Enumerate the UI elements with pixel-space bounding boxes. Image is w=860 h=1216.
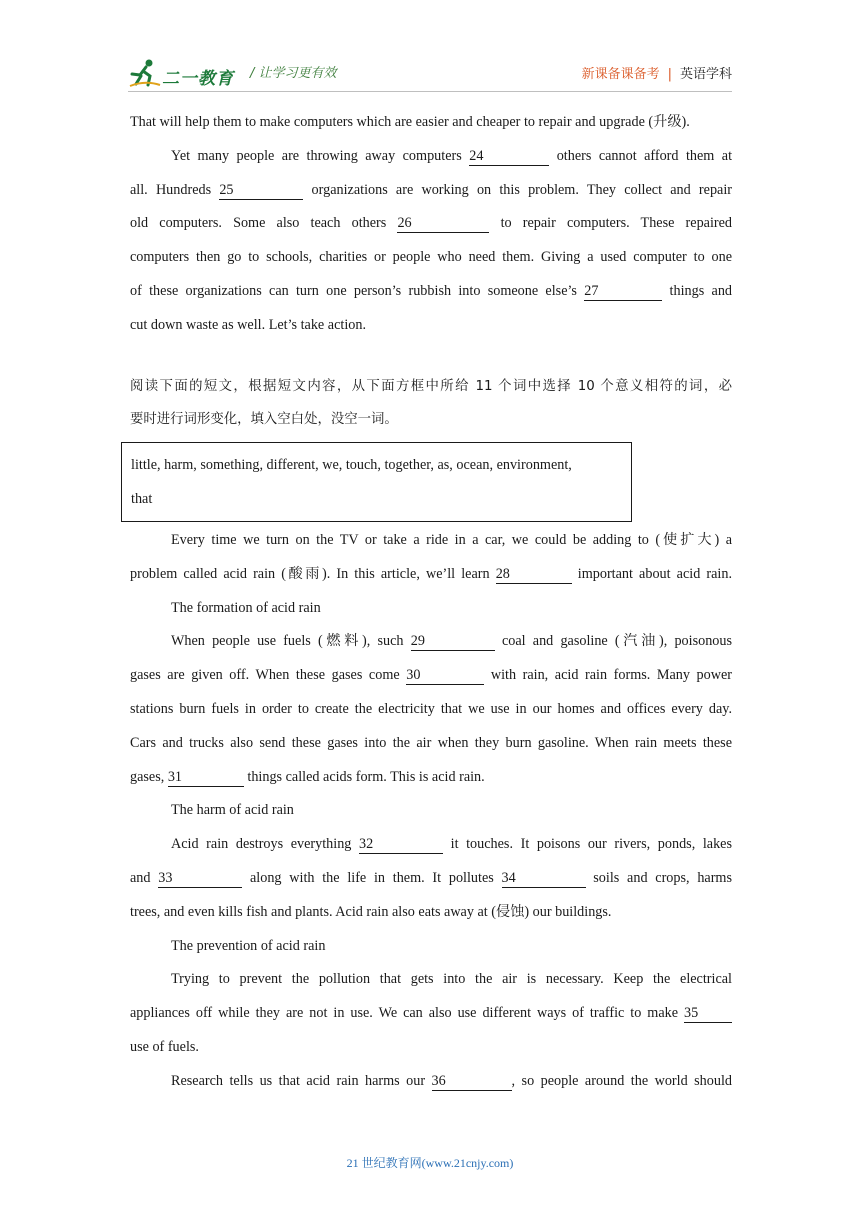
text-line: stations burn fuels in order to create the electricity that we use in our homes and offices every day. <box>130 700 732 717</box>
passage-2 <box>130 526 732 1101</box>
text-line: appliances off while they are not in use. We can also use different ways of traffic to make 35 <box>130 999 732 1033</box>
text-line: all. Hundreds 25 organizations are working on this problem. They collect and repair <box>130 181 733 198</box>
text-line: and 33 along with the life in them. It pollutes 34 soils and crops, harms <box>130 869 732 886</box>
text-line: Acid rain destroys everything 32 it touches. It poisons our rivers, ponds, lakes <box>171 836 733 853</box>
header-separator: | <box>667 67 672 82</box>
text-line: That will help them to make computers which are easier and cheaper to repair and upgrade (升级). <box>130 114 690 130</box>
blank-36[interactable]: 36 <box>432 1072 512 1091</box>
text-line: When people use fuels (燃料), such 29 coal and gasoline (汽油), poisonous <box>171 633 733 650</box>
page-header <box>128 52 732 92</box>
text-line: Trying to prevent the pollution that gets into the air is necessary. Keep the electrical <box>171 971 732 988</box>
text-line: old computers. Some also teach others 26 to repair computers. These repaired <box>130 215 733 232</box>
text-line: computers then go to schools, charities or people who need them. Giving a used computer to one <box>130 249 732 266</box>
blank-32[interactable]: 32 <box>359 835 443 854</box>
section-heading: The harm of acid rain <box>171 802 294 819</box>
section-heading: The prevention of acid rain <box>171 937 326 954</box>
text-line: Yet many people are throwing away computers 24 others cannot afford them at <box>171 147 733 164</box>
header-divider <box>128 91 732 92</box>
text-line: use of fuels. <box>130 1038 199 1055</box>
blank-25[interactable]: 25 <box>219 181 303 200</box>
blank-28[interactable]: 28 <box>496 565 572 584</box>
text-line: Every time we turn on the TV or take a ride in a car, we could be adding to (使扩大) a <box>171 532 732 548</box>
subject-label: 英语学科 <box>679 67 732 82</box>
blank-35[interactable]: 35 <box>684 1004 732 1023</box>
page-footer: 21 世纪教育网(www.21cnjy.com) <box>346 1156 514 1170</box>
blank-26[interactable]: 26 <box>397 214 489 233</box>
text-line: gases, 31 things called acids form. This is acid rain. <box>130 768 485 785</box>
text-line: Research tells us that acid rain harms our 36 , so people around the world should <box>171 1072 732 1089</box>
text-line: gases are given off. When these gases come 30 with rain, acid rain forms. Many power <box>130 667 732 684</box>
site-logo <box>128 58 268 90</box>
text-line: of these organizations can turn one person’s rubbish into someone else’s 27 things and <box>130 282 733 299</box>
instruction-line: 要时进行词形变化，填入空白处，没空一词。 <box>130 412 398 428</box>
blank-33[interactable]: 33 <box>158 869 242 888</box>
blank-29[interactable]: 29 <box>411 632 495 651</box>
word-list: little, harm, something, different, we, touch, together, as, ocean, environment, <box>131 457 572 473</box>
word-list: that <box>131 491 153 507</box>
document-body <box>130 108 732 440</box>
runner-logo-icon <box>128 58 162 90</box>
blank-34[interactable]: 34 <box>502 869 586 888</box>
header-right <box>582 63 732 82</box>
blank-27[interactable]: 27 <box>584 282 662 301</box>
text-line: Cars and trucks also send these gases into the air when they burn gasoline. When rain meets these <box>130 734 732 751</box>
blank-24[interactable]: 24 <box>469 147 549 166</box>
instruction-line: 阅读下面的短文，根据短文内容，从下面方框中所给 11 个词中选择 10 个意义相符的词，必 <box>130 378 732 394</box>
blank-31[interactable]: 31 <box>168 768 244 787</box>
course-label: 新课备课备考 <box>581 67 660 82</box>
section-heading: The formation of acid rain <box>171 599 321 616</box>
text-line: problem called acid rain (酸雨). In this article, we’ll learn 28 important about acid rain. <box>130 565 733 582</box>
text-line: trees, and even kills fish and plants. Acid rain also eats away at (侵蚀) our buildings. <box>130 903 612 920</box>
blank-30[interactable]: 30 <box>406 666 484 685</box>
slogan: / 让学习更有效 <box>250 66 337 81</box>
text-line: cut down waste as well. Let’s take action. <box>130 316 366 333</box>
word-box <box>121 442 632 522</box>
logo-text: 二一教育 <box>162 69 234 89</box>
